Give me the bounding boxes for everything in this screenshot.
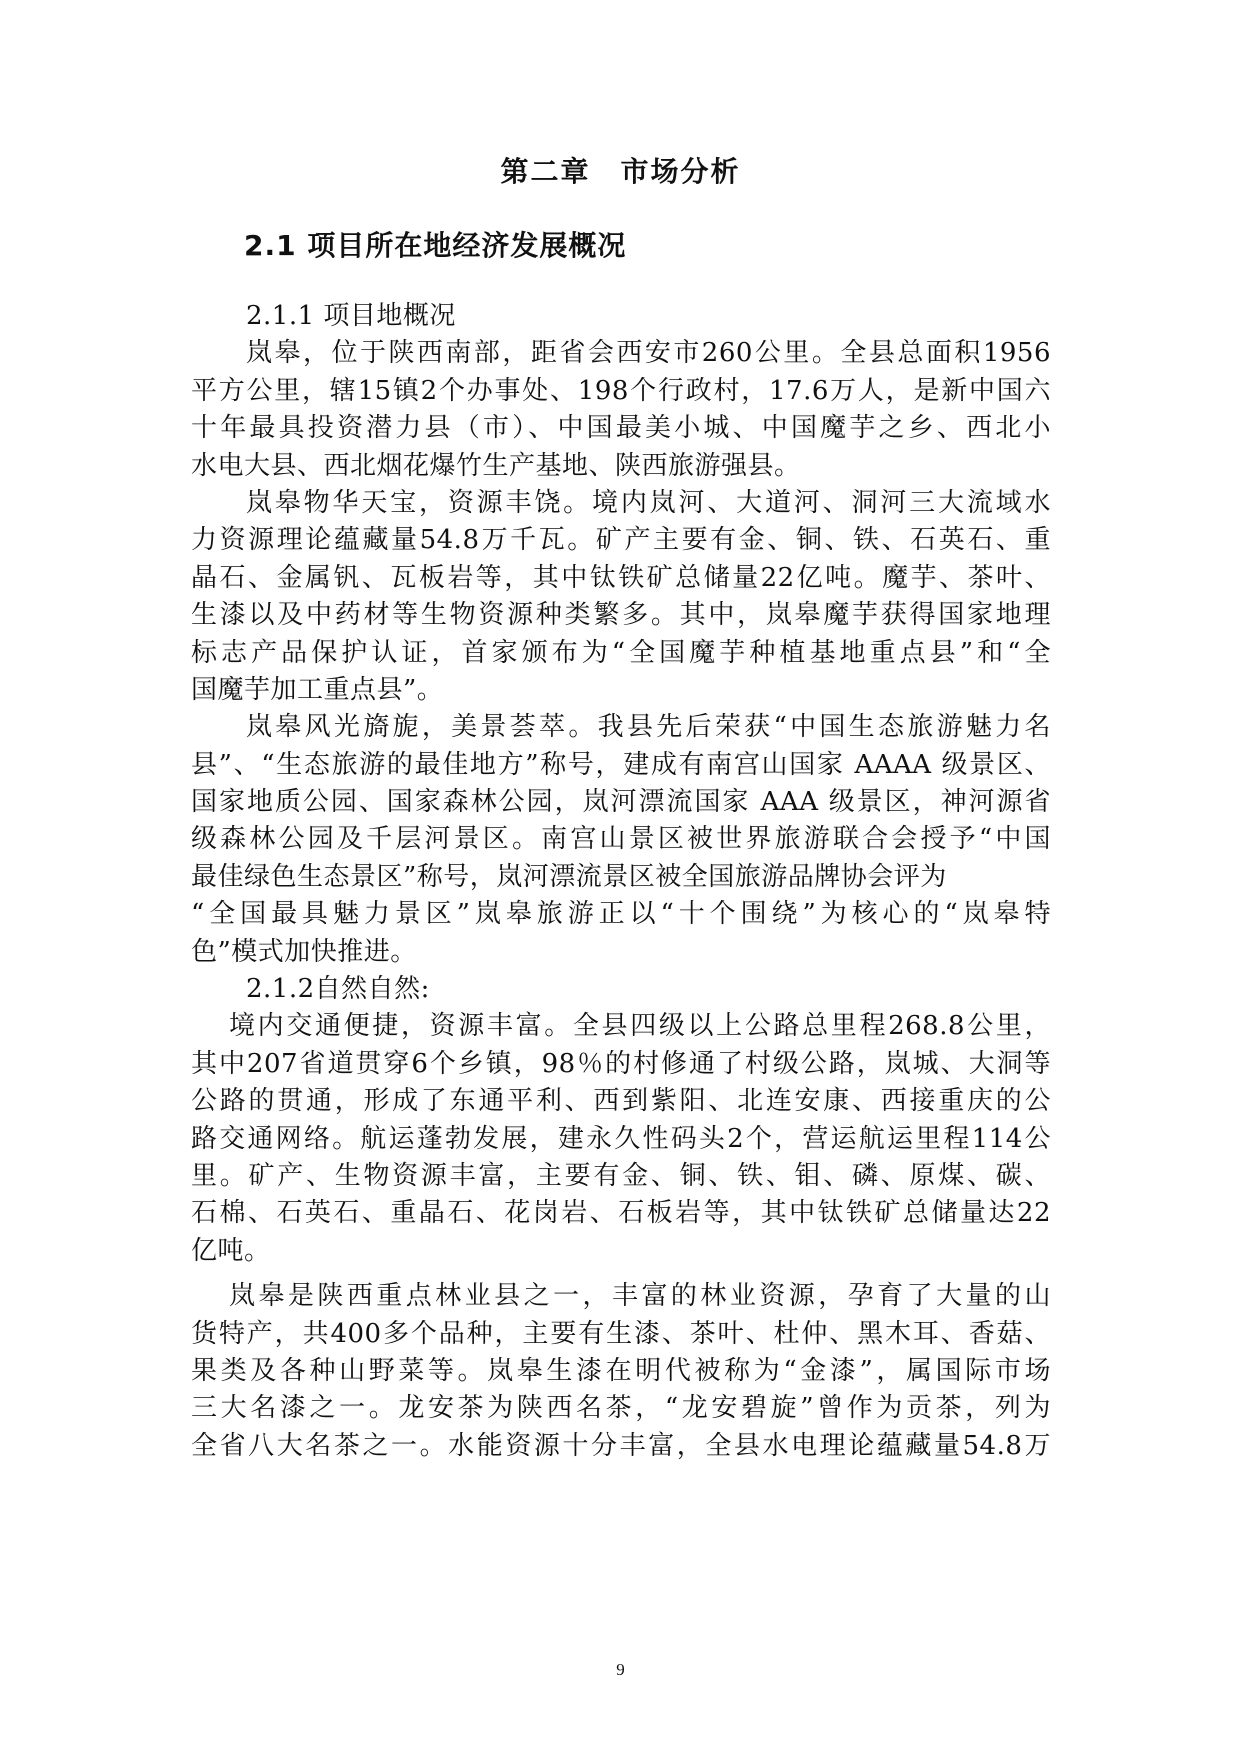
paragraph-line: 里。矿产、生物资源丰富，主要有金、铜、铁、钼、磷、原煤、碳、: [191, 1160, 1051, 1191]
paragraph-line: 岚皋物华天宝，资源丰饶。境内岚河、大道河、洞河三大流域水: [246, 487, 1051, 518]
paragraph-line: 国魔芋加工重点县”。: [191, 674, 444, 705]
paragraph-line: 最佳绿色生态景区”称号，岚河漂流景区被全国旅游品牌协会评为: [191, 861, 947, 892]
paragraph-line: 国家地质公园、国家森林公园，岚河漂流国家 AAA 级景区，神河源省: [191, 787, 1051, 818]
paragraph-line: 境内交通便捷，资源丰富。全县四级以上公路总里程268.8公里，: [229, 1011, 1051, 1042]
chapter-name: 市场分析: [620, 155, 741, 188]
paragraph-line: 县”、“生态旅游的最佳地方”称号，建成有南宫山国家 AAAA 级景区、: [191, 749, 1051, 780]
subsection-title-2-1-1: 2.1.1 项目地概况: [246, 301, 456, 331]
paragraph-line: 水电大县、西北烟花爆竹生产基地、陕西旅游强县。: [191, 450, 801, 481]
chapter-number: 第二章: [500, 155, 591, 188]
paragraph-tourism: [191, 709, 1051, 971]
paragraph-line: 平方公里，辖15镇2个办事处、198个行政村，17.6万人，是新中国六: [191, 375, 1051, 406]
paragraph-line: 生漆以及中药材等生物资源种类繁多。其中，岚皋魔芋获得国家地理: [191, 600, 1051, 631]
paragraph-line: 力资源理论蕴藏量54.8万千瓦。矿产主要有金、铜、铁、石英石、重: [191, 525, 1051, 556]
paragraph-line: 货特产，共400多个品种，主要有生漆、茶叶、杜仲、黑木耳、香菇、: [191, 1318, 1051, 1349]
subsection-title-2-1-2: 2.1.2自然自然:: [246, 974, 430, 1005]
paragraph-line: 亿吨。: [191, 1235, 271, 1266]
paragraph-line: 晶石、金属钒、瓦板岩等，其中钛铁矿总储量22亿吨。魔芋、茶叶、: [191, 562, 1051, 593]
paragraph-line: 路交通网络。航运蓬勃发展，建永久性码头2个，营运航运里程114公: [191, 1123, 1051, 1154]
paragraph-line: 全省八大名茶之一。水能资源十分丰富，全县水电理论蕴藏量54.8万: [191, 1430, 1051, 1461]
paragraph-transport: [191, 1008, 1051, 1270]
paragraph-line: 色”模式加快推进。: [191, 936, 417, 967]
paragraph-line: 三大名漆之一。龙安茶为陕西名茶，“龙安碧旋”曾作为贡茶，列为: [191, 1393, 1051, 1424]
paragraph-line: 岚皋，位于陕西南部，距省会西安市260公里。全县总面积1956: [246, 338, 1051, 369]
paragraph-line: 十年最具投资潜力县（市）、中国最美小城、中国魔芋之乡、西北小: [191, 413, 1051, 444]
paragraph-line: 公路的贯通，形成了东通平利、西到紫阳、北连安康、西接重庆的公: [191, 1086, 1051, 1117]
paragraph-line: 级森林公园及千层河景区。南宫山景区被世界旅游联合会授予“中国: [191, 824, 1051, 855]
paragraph-forestry: [191, 1278, 1051, 1465]
section-title: 2.1 项目所在地经济发展概况: [244, 229, 627, 262]
chapter-title: [0, 152, 1241, 192]
body-text: [191, 298, 1051, 1465]
paragraph-line: 石棉、石英石、重晶石、花岗岩、石板岩等，其中钛铁矿总储量达22: [191, 1198, 1051, 1229]
paragraph-line: 果类及各种山野菜等。岚皋生漆在明代被称为“金漆”，属国际市场: [191, 1355, 1051, 1386]
paragraph-line: “全国最具魅力景区”岚皋旅游正以“十个围绕”为核心的“岚皋特: [191, 899, 1051, 930]
page-number: 9: [616, 1660, 625, 1679]
paragraph-line: 岚皋风光旖旎，美景荟萃。我县先后荣获“中国生态旅游魅力名: [246, 712, 1051, 743]
paragraph-line: 岚皋是陕西重点林业县之一，丰富的林业资源，孕育了大量的山: [229, 1281, 1051, 1312]
paragraph-resources: [191, 485, 1051, 709]
paragraph-line: 标志产品保护认证，首家颁布为“全国魔芋种植基地重点县”和“全: [191, 637, 1051, 668]
paragraph-overview: [191, 335, 1051, 485]
paragraph-line: 其中207省道贯穿6个乡镇，98％的村修通了村级公路，岚城、大洞等: [191, 1048, 1051, 1079]
